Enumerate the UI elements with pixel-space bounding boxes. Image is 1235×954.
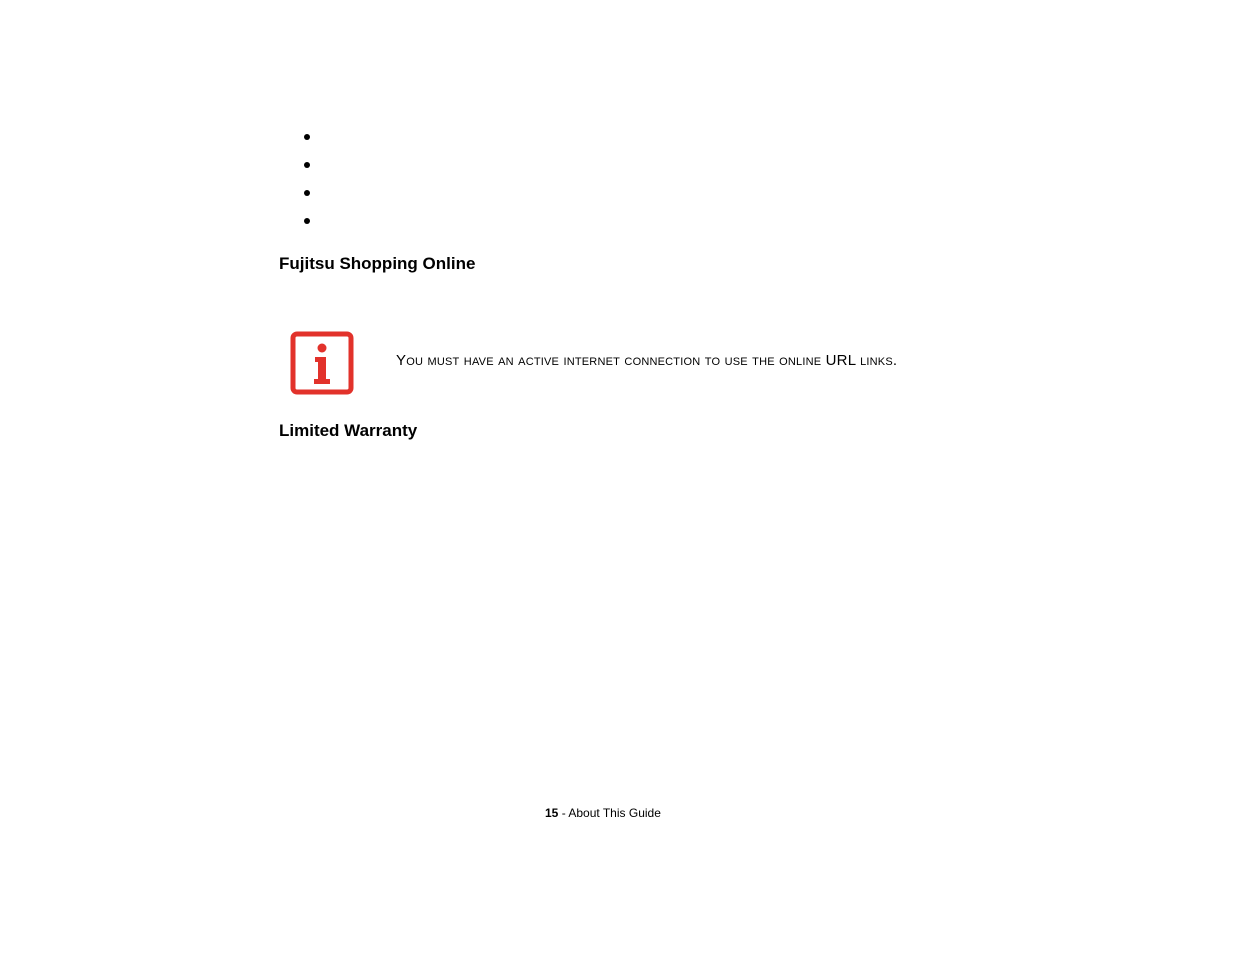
page-number: 15 — [545, 806, 559, 820]
bullet-marker — [304, 190, 310, 196]
footer-section-title: About This Guide — [568, 806, 661, 820]
section-heading-shopping: Fujitsu Shopping Online — [279, 254, 476, 273]
note-text: You must have an active internet connection to use the online URL links. — [396, 352, 898, 369]
footer-separator: - — [558, 806, 569, 820]
bullet-marker — [304, 134, 310, 140]
page-footer — [545, 806, 661, 820]
section-heading-warranty: Limited Warranty — [279, 421, 418, 440]
info-note — [290, 331, 1010, 397]
bullet-marker — [304, 218, 310, 224]
bullet-marker — [304, 162, 310, 168]
info-icon — [290, 331, 354, 395]
